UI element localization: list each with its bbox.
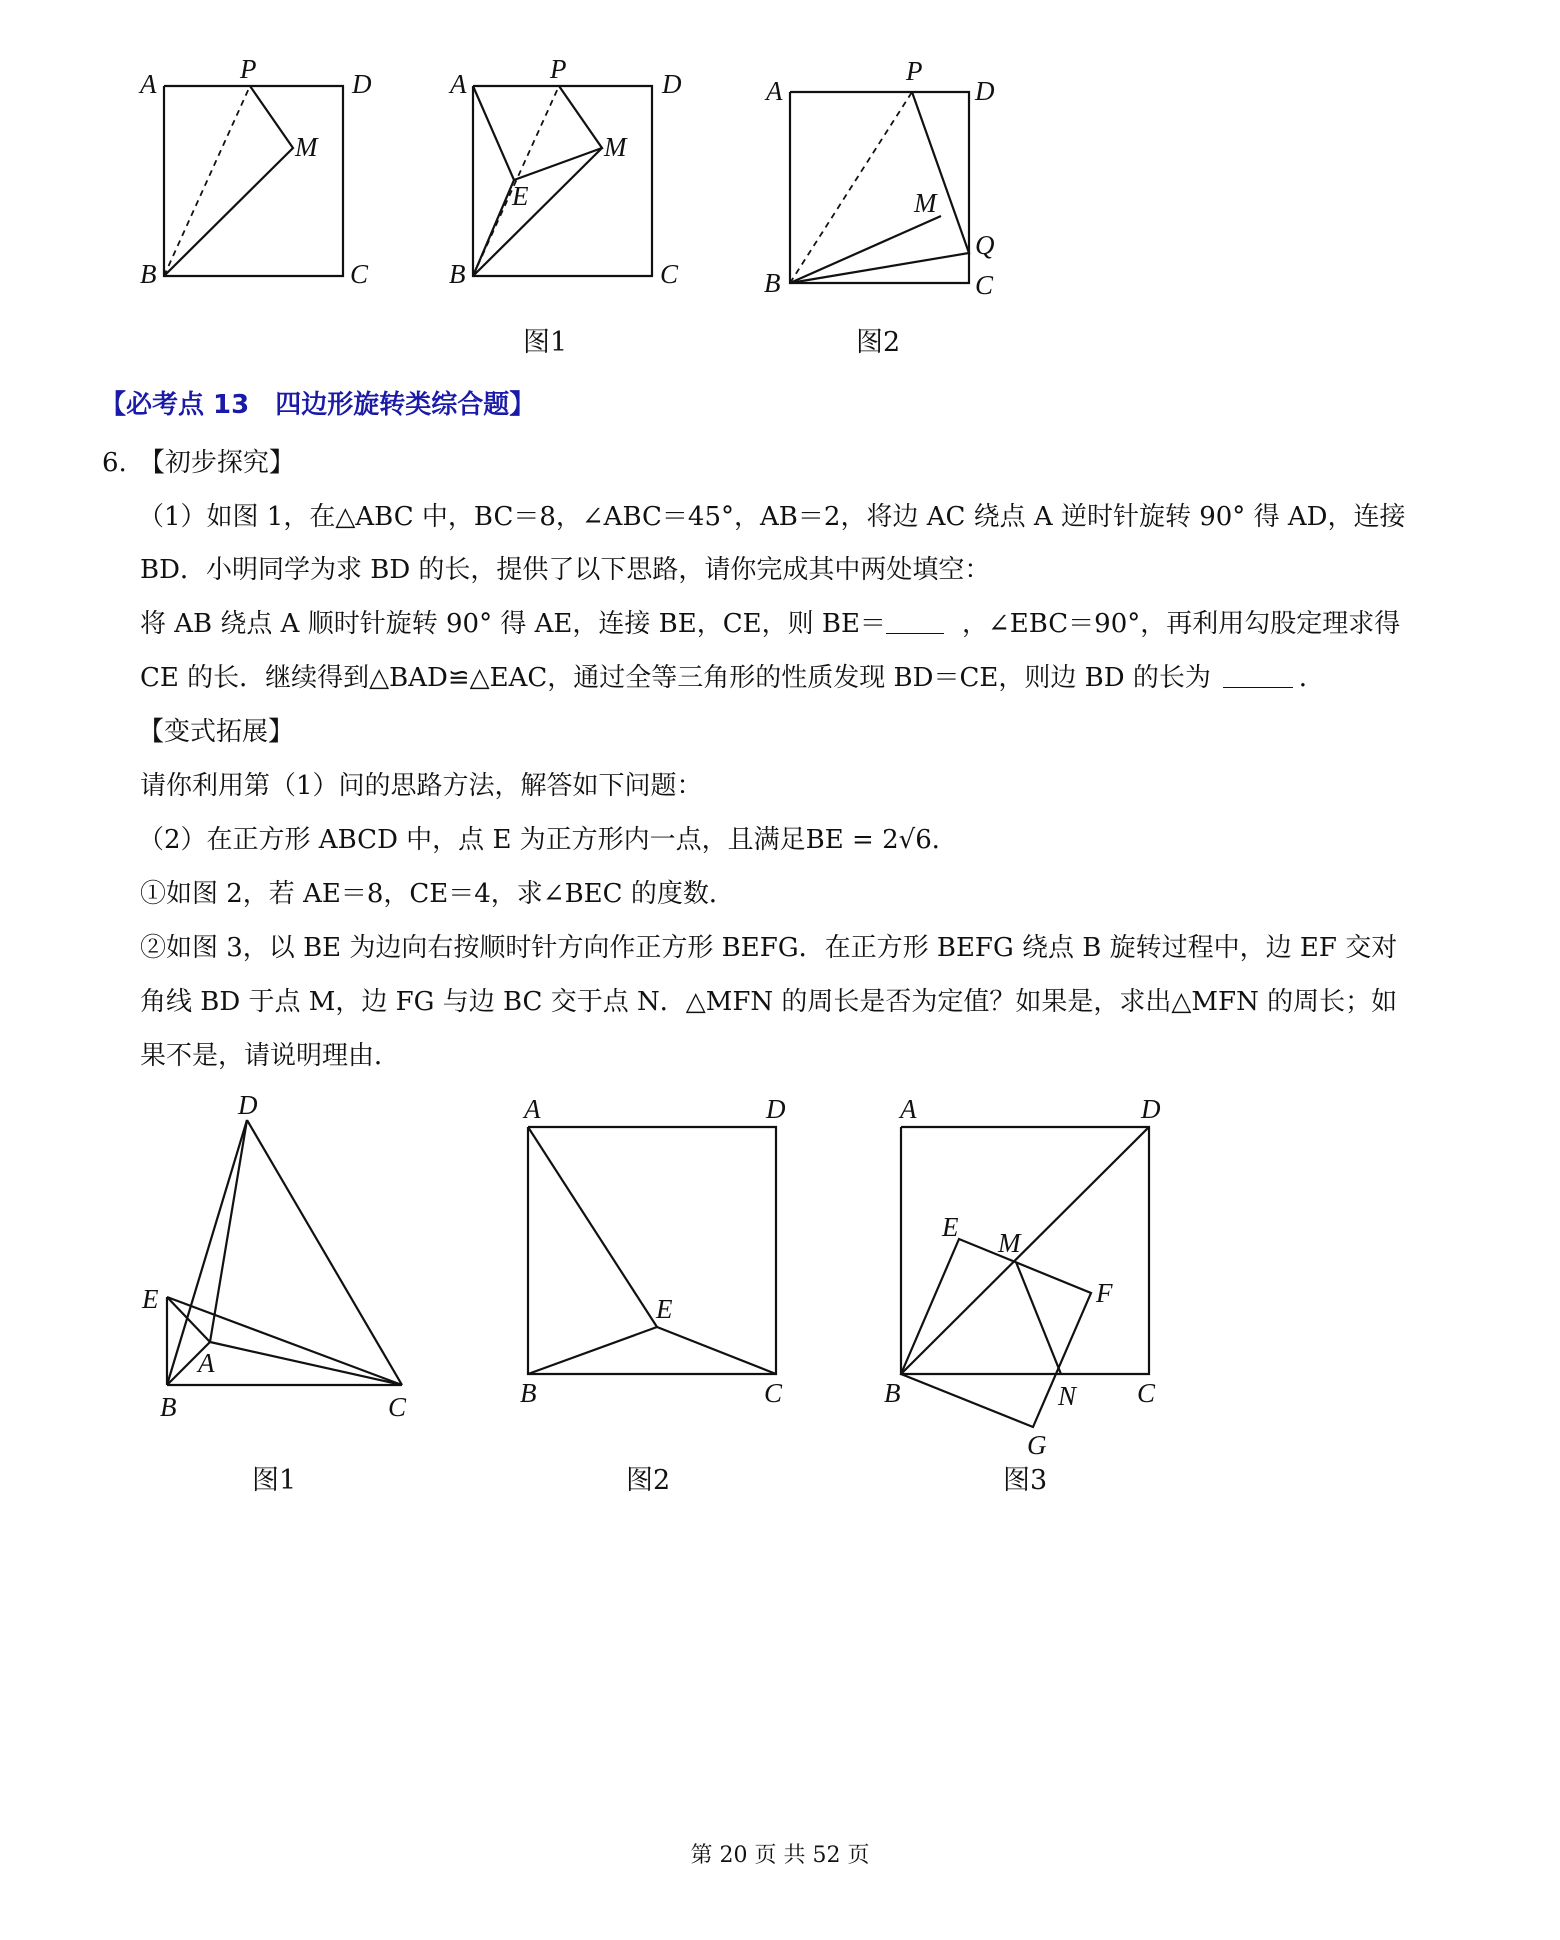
label-B: B [520,1378,537,1408]
problem-number: 6. [102,448,127,478]
top-caption-2: 图2 [856,327,901,358]
q2-sub2-line-1: ②如图 3，以 BE 为边向右按顺时针方向作正方形 BEFG．在正方形 BEFG 绕点 B 旋转过程中，边 EF 交对 [140,933,1398,963]
label-E: E [142,1284,159,1314]
problem-header [102,448,295,478]
label-M: M [998,1228,1021,1258]
label-A: A [900,1094,917,1124]
label-D: D [1141,1094,1161,1124]
label-M: M [295,132,318,162]
top-figures [0,0,1560,360]
label-C: C [975,270,994,300]
q2-line: （2）在正方形 ABCD 中，点 E 为正方形内一点，且满足BE = 2√6． [138,825,958,855]
q1-line-3 [140,609,1400,639]
q1-line-1: （1）如图 1，在△ABC 中，BC＝8，∠ABC＝45°，AB＝2，将边 AC 绕点 A 逆时针旋转 90° 得 AD，连接 [138,502,1406,532]
label-A: A [140,69,157,99]
bottom-caption-2: 图2 [626,1465,671,1496]
label-F: F [1096,1278,1113,1308]
part-title-extension: 【变式拓展】 [138,717,295,747]
q2-sub1: ①如图 2，若 AE＝8，CE＝4，求∠BEC 的度数． [140,879,735,909]
label-D: D [238,1090,258,1120]
label-D: D [975,76,995,106]
part-title-initial: 【初步探究】 [138,448,295,478]
answer-blank-bd[interactable] [1223,665,1293,688]
label-N: N [1058,1381,1077,1411]
q2-sub2-line-2: 角线 BD 于点 M，边 FG 与边 BC 交于点 N．△MFN 的周长是否为定值？如果是，求出△MFN 的周长；如 [140,987,1398,1017]
q1-line-4-text-b: ． [1298,663,1325,693]
top-figure-1b [448,54,682,289]
label-E: E [512,181,529,211]
q1-line-4 [140,663,1325,693]
label-A: A [450,69,467,99]
top-figure-1a [138,54,372,289]
label-A: A [524,1094,541,1124]
q1-line-4-text-a: CE 的长．继续得到△BAD≌△EAC，通过全等三角形的性质发现 BD＝CE，则边 BD 的长为 [140,663,1211,693]
label-B: B [140,259,157,289]
label-A: A [198,1348,215,1378]
q1-line-3-text-b: ，∠EBC＝90°，再利用勾股定理求得 [961,609,1401,639]
q1-line-2: BD．小明同学为求 BD 的长，提供了以下思路，请你完成其中两处填空： [140,555,991,585]
label-P: P [906,56,923,86]
label-C: C [764,1378,783,1408]
label-B: B [764,268,781,298]
label-M: M [604,132,627,162]
bottom-figure-2 [520,1094,786,1408]
q2-sub2-line-3: 果不是，请说明理由． [140,1041,401,1071]
bottom-figure-3 [884,1094,1161,1460]
label-C: C [350,259,369,289]
bottom-caption-1: 图1 [252,1465,297,1496]
label-P: P [240,54,257,84]
label-B: B [160,1392,177,1422]
label-B: B [884,1378,901,1408]
top-caption-1: 图1 [523,327,568,358]
label-D: D [766,1094,786,1124]
q1-line-3-text-a: 将 AB 绕点 A 顺时针旋转 90° 得 AE，连接 BE，CE，则 BE＝ [140,609,886,639]
label-P: P [550,54,567,84]
label-C: C [1137,1378,1156,1408]
answer-blank-be[interactable] [886,611,944,634]
bottom-caption-3: 图3 [1003,1465,1048,1496]
label-Q: Q [975,230,995,260]
label-C: C [388,1392,407,1422]
label-E: E [942,1212,959,1242]
label-D: D [662,69,682,99]
bottom-figure-1 [141,1090,407,1422]
page-footer: 第 20 页 共 52 页 [690,1843,870,1868]
label-G: G [1027,1430,1047,1460]
label-B: B [449,259,466,289]
label-A: A [766,76,783,106]
bottom-figures [0,1080,1560,1480]
top-figure-2 [764,56,995,300]
label-M: M [914,188,937,218]
label-E: E [656,1294,673,1324]
label-D: D [352,69,372,99]
section-heading: 【必考点 13 四边形旋转类综合题】 [100,390,536,420]
label-C: C [660,259,679,289]
q2-intro: 请你利用第（1）问的思路方法，解答如下问题： [140,771,703,801]
